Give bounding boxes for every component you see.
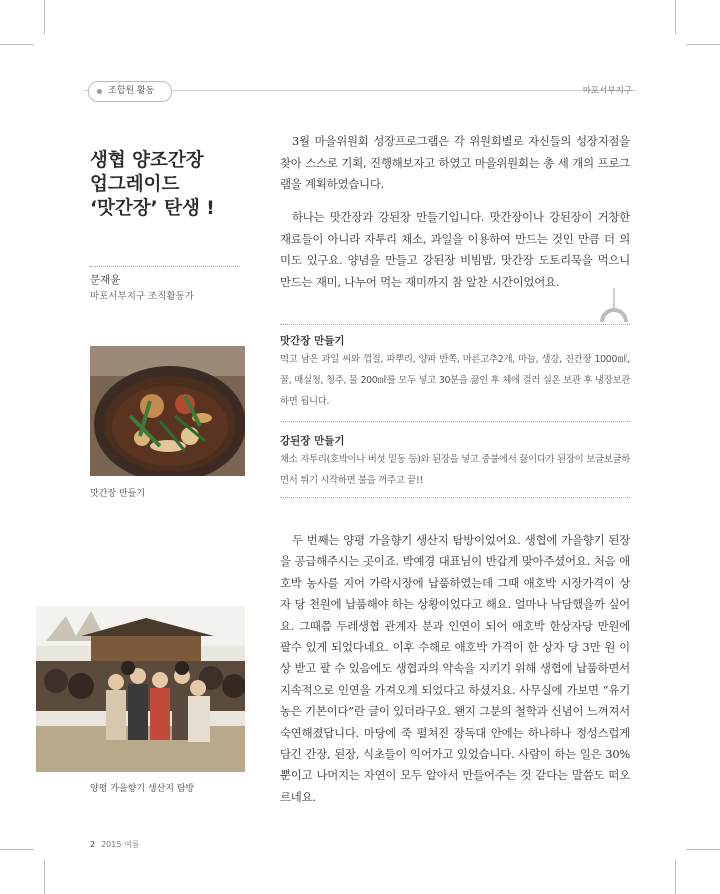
title-line: ‘맛간장’ 탄생 ! [90,198,215,219]
crop-mark [44,0,45,34]
section-label: 조합원 활동 [108,86,155,96]
recipe-title: 맛간장 만들기 [280,335,345,347]
divider [280,497,630,498]
recipe-text: 채소 자투리(호박이나 버섯 밑동 등)와 된장을 넣고 중불에서 끓이다가 된장이 보글보글하면서 튀기 시작하면 불을 꺼주고 끝!! [280,454,630,486]
farm-visit-photo [36,606,245,772]
page-number: 2 [90,840,96,849]
article-title [90,149,250,221]
farm-visit-image [36,606,245,772]
crop-mark [44,860,45,894]
recipe-title: 강된장 만들기 [280,435,345,447]
divider [90,266,240,267]
title-line: 업그레이드 [90,174,180,195]
recipe-text: 먹고 남은 과일 씨와 껍질, 파뿌리, 양파 반쪽, 마른고추2개, 마늘, 생강, 진간장 1000㎖, 꿀, 매실청, 청주, 물 200㎖를 모두 넣고 30분을 끓인 후 체에 걸러 실온 보관 후 냉장보관하면 됩니다. [280,354,630,407]
crop-mark [675,0,676,34]
section-tab [88,81,172,102]
bullet-icon [97,89,102,94]
author-role: 마포서부지구 조직활동가 [90,291,194,302]
divider [280,421,630,422]
title-line: 생협 양조간장 [90,150,204,171]
crop-mark [686,44,720,45]
divider [280,324,630,325]
soy-sauce-photo [90,346,245,476]
district-label: 마포서부지구 [582,86,632,96]
issue-label: 2015 여름 [101,840,140,849]
crop-mark [686,849,720,850]
page-footer [90,839,139,850]
body-paragraph: 두 번째는 양평 가을향기 생산지 탐방이었어요. 생협에 가을향기 된장을 공급해주시는 곳이죠. 박예경 대표님이 반갑게 맞아주셨어요. 처음 애호박 농사를 지어 가락시장에 납품하였는데 그때 애호박 시장가격이 상자 당 천원에 납품해야 하는 상황이었다고 해요. 얼마나 낙담했을까 싶어요. 그때쯤 두레생협 관계자 분과 인연이 되어 애호박 한상자당 만원에 팔수 있게 되었다네요. 이후 수해로 애호박 가격이 한 상자 당 3만 원 이상 받고 팔 수 있음에도 생협과의 약속을 지키기 위해 생협에 납품하면서 지속적으로 인연을 가져오게 되었다고 하셨지요. 사무실에 가보면 “유기농은 기본이다”란 글이 있더라구요. 왠지 그분의 철학과 신념이 느껴져서 숙연해졌답니다. 마당에 죽 펼쳐진 장독대 안에는 하나하나 정성스럽게 담긴 간장, 된장, 식초들이 익어가고 있었습니다. 사람이 하는 일은 30%뿐이고 나머지는 자연이 모두 알아서 만들어주는 것 같다는 말씀도 떠오르네요. [280,533,630,804]
crop-mark [675,860,676,894]
photo-caption: 양평 가을향기 생산지 탐방 [90,784,195,794]
author-name: 문재윤 [90,274,121,286]
soy-sauce-pot-image [90,346,245,476]
decorative-ring-icon [599,288,629,324]
crop-mark [0,44,34,45]
crop-mark [0,849,34,850]
body-paragraph: 하나는 맛간장과 강된장 만들기입니다. 맛간장이나 강된장이 거창한 재료들이 아니라 자투리 채소, 과일을 이용하여 만드는 것인 만큼 더 의미도 있구요. 양념을 만들고 강된장 비빔밥, 맛간장 도토리묵을 먹으니 만드는 재미, 나누어 먹는 재미까지 참 알찬 시간이었어요. [280,210,630,289]
body-paragraph: 3월 마을위원회 성장프로그램은 각 위원회별로 자신들의 성장지점을 찾아 스스로 기획, 진행해보자고 하였고 마을위원회는 총 세 개의 프로그램을 계획하였습니다. [280,134,630,191]
photo-caption: 맛간장 만들기 [90,489,146,499]
